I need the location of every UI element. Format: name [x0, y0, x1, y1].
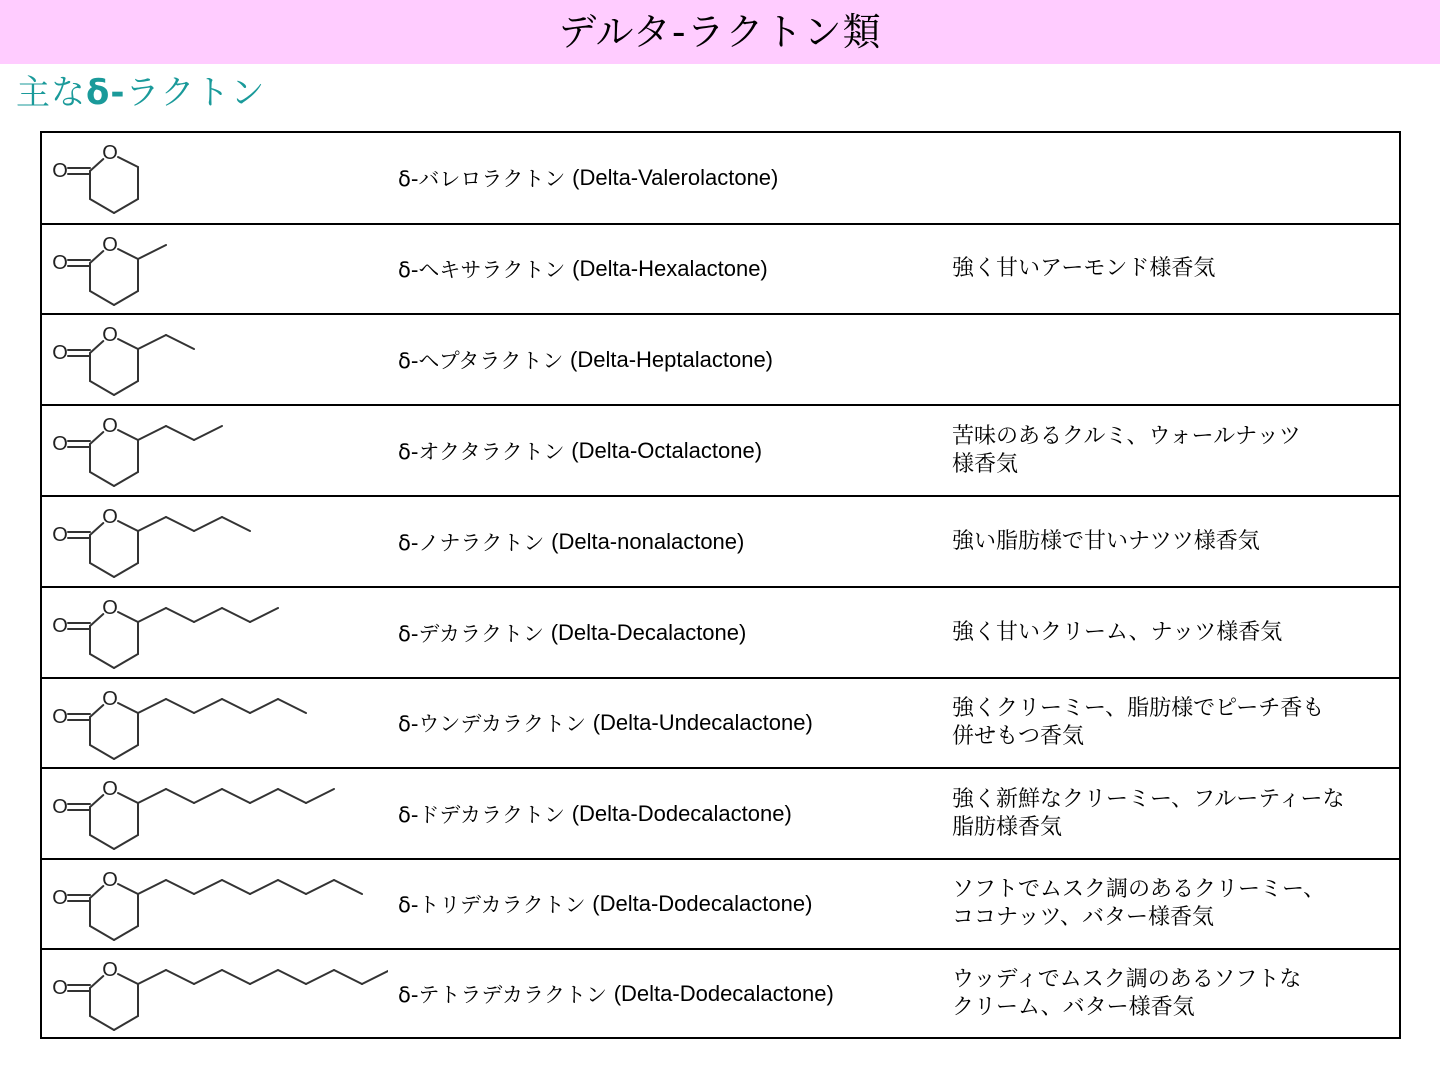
odor-description [952, 315, 1392, 404]
table-row [42, 225, 1399, 315]
table-row [42, 133, 1399, 225]
name-jp: δ-ドデカラクトン [398, 802, 566, 827]
section-heading [16, 70, 265, 116]
ring-bond [90, 472, 114, 486]
odor-description: 強くクリーミー、脂肪様でピーチ香も 併せもつ香気 [952, 696, 1325, 749]
chain-bond [166, 517, 194, 531]
table-row [42, 497, 1399, 588]
carbonyl-oxygen-label: O [52, 615, 68, 637]
ring-oxygen-label: O [102, 142, 118, 164]
odor-description: 強く新鮮なクリーミー、フルーティーな 脂肪様香気 [952, 786, 1345, 840]
name-en: (Delta-Decalactone) [550, 619, 747, 645]
name-jp: δ-ウンデカラクトン [398, 712, 587, 736]
structure-image [48, 319, 388, 401]
ring-bond [90, 926, 114, 940]
odor-description [952, 133, 1392, 223]
lactone-structure [48, 410, 388, 492]
table-row [42, 679, 1399, 769]
chain-bond [222, 789, 250, 803]
chain-bond [334, 880, 362, 894]
chain-bond [194, 970, 222, 984]
chain-bond [138, 699, 166, 713]
chain-bond [138, 789, 166, 803]
chain-bond [250, 880, 278, 894]
lactone-structure [48, 319, 388, 401]
chain-bond [222, 699, 250, 713]
ring-bond [114, 291, 138, 305]
ring-bond [114, 199, 138, 213]
lactone-structure [48, 954, 388, 1036]
structure-image [48, 410, 388, 492]
name-jp: δ-ヘキサラクトン [398, 258, 566, 282]
name-jp: δ-トリデカラクトン [398, 893, 586, 917]
structure-image [48, 229, 388, 311]
ring-oxygen-label: O [102, 324, 118, 346]
structure-image [48, 137, 388, 219]
ring-bond [114, 381, 138, 395]
structure-image [48, 773, 388, 855]
ring-bond [114, 835, 138, 849]
ring-oxygen-label: O [102, 869, 118, 891]
chain-bond [250, 970, 278, 984]
carbonyl-oxygen-label: O [52, 433, 68, 455]
ring-oxygen-label: O [102, 688, 118, 710]
ring-bond [118, 974, 138, 984]
chain-bond [138, 608, 166, 622]
lactone-structure [48, 229, 388, 311]
chain-bond [166, 699, 194, 713]
chain-bond [138, 245, 166, 259]
chain-bond [278, 789, 306, 803]
name-en: (Delta-Dodecalactone) [592, 891, 813, 916]
ring-bond [118, 793, 138, 803]
table-row [42, 950, 1399, 1037]
carbonyl-oxygen-label: O [52, 706, 68, 728]
structure-image [48, 954, 388, 1036]
chain-bond [278, 880, 306, 894]
compound-name [398, 950, 834, 1037]
chain-bond [250, 608, 278, 622]
compound-name [398, 406, 762, 495]
ring-bond [114, 745, 138, 759]
lactone-structure [48, 137, 388, 219]
name-jp: δ-オクタラクトン [398, 439, 565, 464]
chain-bond [194, 426, 222, 440]
structure-image [48, 592, 388, 674]
name-en: (Delta-Undecalactone) [592, 710, 813, 735]
ring-oxygen-label: O [102, 234, 118, 256]
ring-bond [118, 521, 138, 531]
carbonyl-oxygen-label: O [52, 342, 68, 364]
section-heading-delta: δ- [86, 73, 126, 113]
compound-name [398, 769, 792, 858]
ring-bond [118, 884, 138, 894]
chain-bond [250, 789, 278, 803]
ring-oxygen-label: O [102, 959, 118, 981]
table-row [42, 588, 1399, 679]
table-row [42, 860, 1399, 950]
chain-bond [194, 699, 222, 713]
chain-bond [278, 970, 306, 984]
chain-bond [138, 880, 166, 894]
chain-bond [306, 970, 334, 984]
compound-name [398, 225, 768, 313]
ring-bond [114, 563, 138, 577]
carbonyl-oxygen-label: O [52, 977, 68, 999]
chain-bond [166, 789, 194, 803]
compound-name [398, 860, 812, 948]
lactone-structure [48, 683, 388, 765]
lactone-structure [48, 592, 388, 674]
chain-bond [166, 426, 194, 440]
chain-bond [222, 608, 250, 622]
ring-bond [114, 926, 138, 940]
compound-name [398, 679, 813, 767]
chain-bond [166, 970, 194, 984]
name-jp: δ-ヘプタラクトン [398, 348, 564, 373]
lactone-table [40, 131, 1401, 1039]
ring-bond [90, 291, 114, 305]
title-bar [0, 0, 1440, 64]
lactone-structure [48, 773, 388, 855]
chain-bond [194, 517, 222, 531]
ring-bond [90, 381, 114, 395]
chain-bond [138, 426, 166, 440]
ring-bond [118, 612, 138, 622]
ring-oxygen-label: O [102, 506, 118, 528]
compound-name [398, 588, 746, 677]
structure-image [48, 501, 388, 583]
chain-bond [194, 608, 222, 622]
compound-name [398, 315, 773, 404]
chain-bond [194, 880, 222, 894]
ring-bond [118, 249, 138, 259]
chain-bond [138, 517, 166, 531]
odor-description: 強く甘いクリーム、ナッツ様香気 [952, 619, 1283, 645]
carbonyl-oxygen-label: O [52, 887, 68, 909]
ring-bond [118, 430, 138, 440]
chain-bond [222, 517, 250, 531]
name-en: (Delta-Valerolactone) [572, 165, 779, 190]
ring-bond [114, 472, 138, 486]
ring-oxygen-label: O [102, 415, 118, 437]
carbonyl-oxygen-label: O [52, 796, 68, 818]
chain-bond [362, 970, 388, 984]
name-jp: δ-ノナラクトン [398, 530, 545, 555]
section-heading-suffix: ラクトン [125, 73, 266, 113]
name-en: (Delta-Dodecalactone) [613, 980, 834, 1006]
ring-bond [114, 1016, 138, 1030]
chain-bond [166, 335, 194, 349]
table-row [42, 315, 1399, 406]
table-row [42, 769, 1399, 860]
chain-bond [166, 880, 194, 894]
ring-bond [118, 339, 138, 349]
odor-description: 苦味のあるクルミ、ウォールナッツ 様香気 [952, 423, 1301, 477]
chain-bond [250, 699, 278, 713]
chain-bond [334, 970, 362, 984]
structure-image [48, 683, 388, 765]
ring-bond [114, 654, 138, 668]
ring-bond [118, 703, 138, 713]
name-jp: δ-バレロラクトン [398, 167, 566, 191]
lactone-structure [48, 501, 388, 583]
name-en: (Delta-nonalactone) [551, 528, 745, 554]
odor-description: 強く甘いアーモンド様香気 [952, 256, 1216, 281]
name-en: (Delta-Heptalactone) [570, 346, 773, 372]
carbonyl-oxygen-label: O [52, 252, 68, 274]
chain-bond [222, 970, 250, 984]
carbonyl-oxygen-label: O [52, 160, 68, 182]
name-en: (Delta-Dodecalactone) [571, 800, 792, 826]
chain-bond [138, 335, 166, 349]
ring-bond [90, 835, 114, 849]
ring-oxygen-label: O [102, 778, 118, 800]
lactone-structure [48, 864, 388, 946]
chain-bond [138, 970, 166, 984]
odor-description: ウッディでムスク調のあるソフトな クリーム、バター様香気 [952, 966, 1302, 1020]
chain-bond [194, 789, 222, 803]
page-title: デルタ-ラクトン類 [558, 10, 882, 54]
table-row [42, 406, 1399, 497]
ring-bond [90, 563, 114, 577]
chain-bond [278, 699, 306, 713]
compound-name [398, 497, 744, 586]
section-heading-prefix: 主な [16, 73, 86, 113]
ring-oxygen-label: O [102, 597, 118, 619]
ring-bond [118, 157, 138, 167]
name-en: (Delta-Hexalactone) [572, 256, 768, 281]
chain-bond [222, 880, 250, 894]
ring-bond [90, 1016, 114, 1030]
name-en: (Delta-Octalactone) [571, 437, 763, 463]
structure-image [48, 864, 388, 946]
name-jp: δ-テトラデカラクトン [398, 982, 608, 1007]
ring-bond [90, 199, 114, 213]
odor-description: ソフトでムスク調のあるクリーミー、 ココナッツ、バター様香気 [952, 877, 1326, 930]
compound-name [398, 133, 778, 223]
ring-bond [90, 654, 114, 668]
chain-bond [306, 880, 334, 894]
name-jp: δ-デカラクトン [398, 621, 545, 646]
ring-bond [90, 745, 114, 759]
odor-description: 強い脂肪様で甘いナツツ様香気 [952, 528, 1260, 554]
chain-bond [166, 608, 194, 622]
carbonyl-oxygen-label: O [52, 524, 68, 546]
chain-bond [306, 789, 334, 803]
